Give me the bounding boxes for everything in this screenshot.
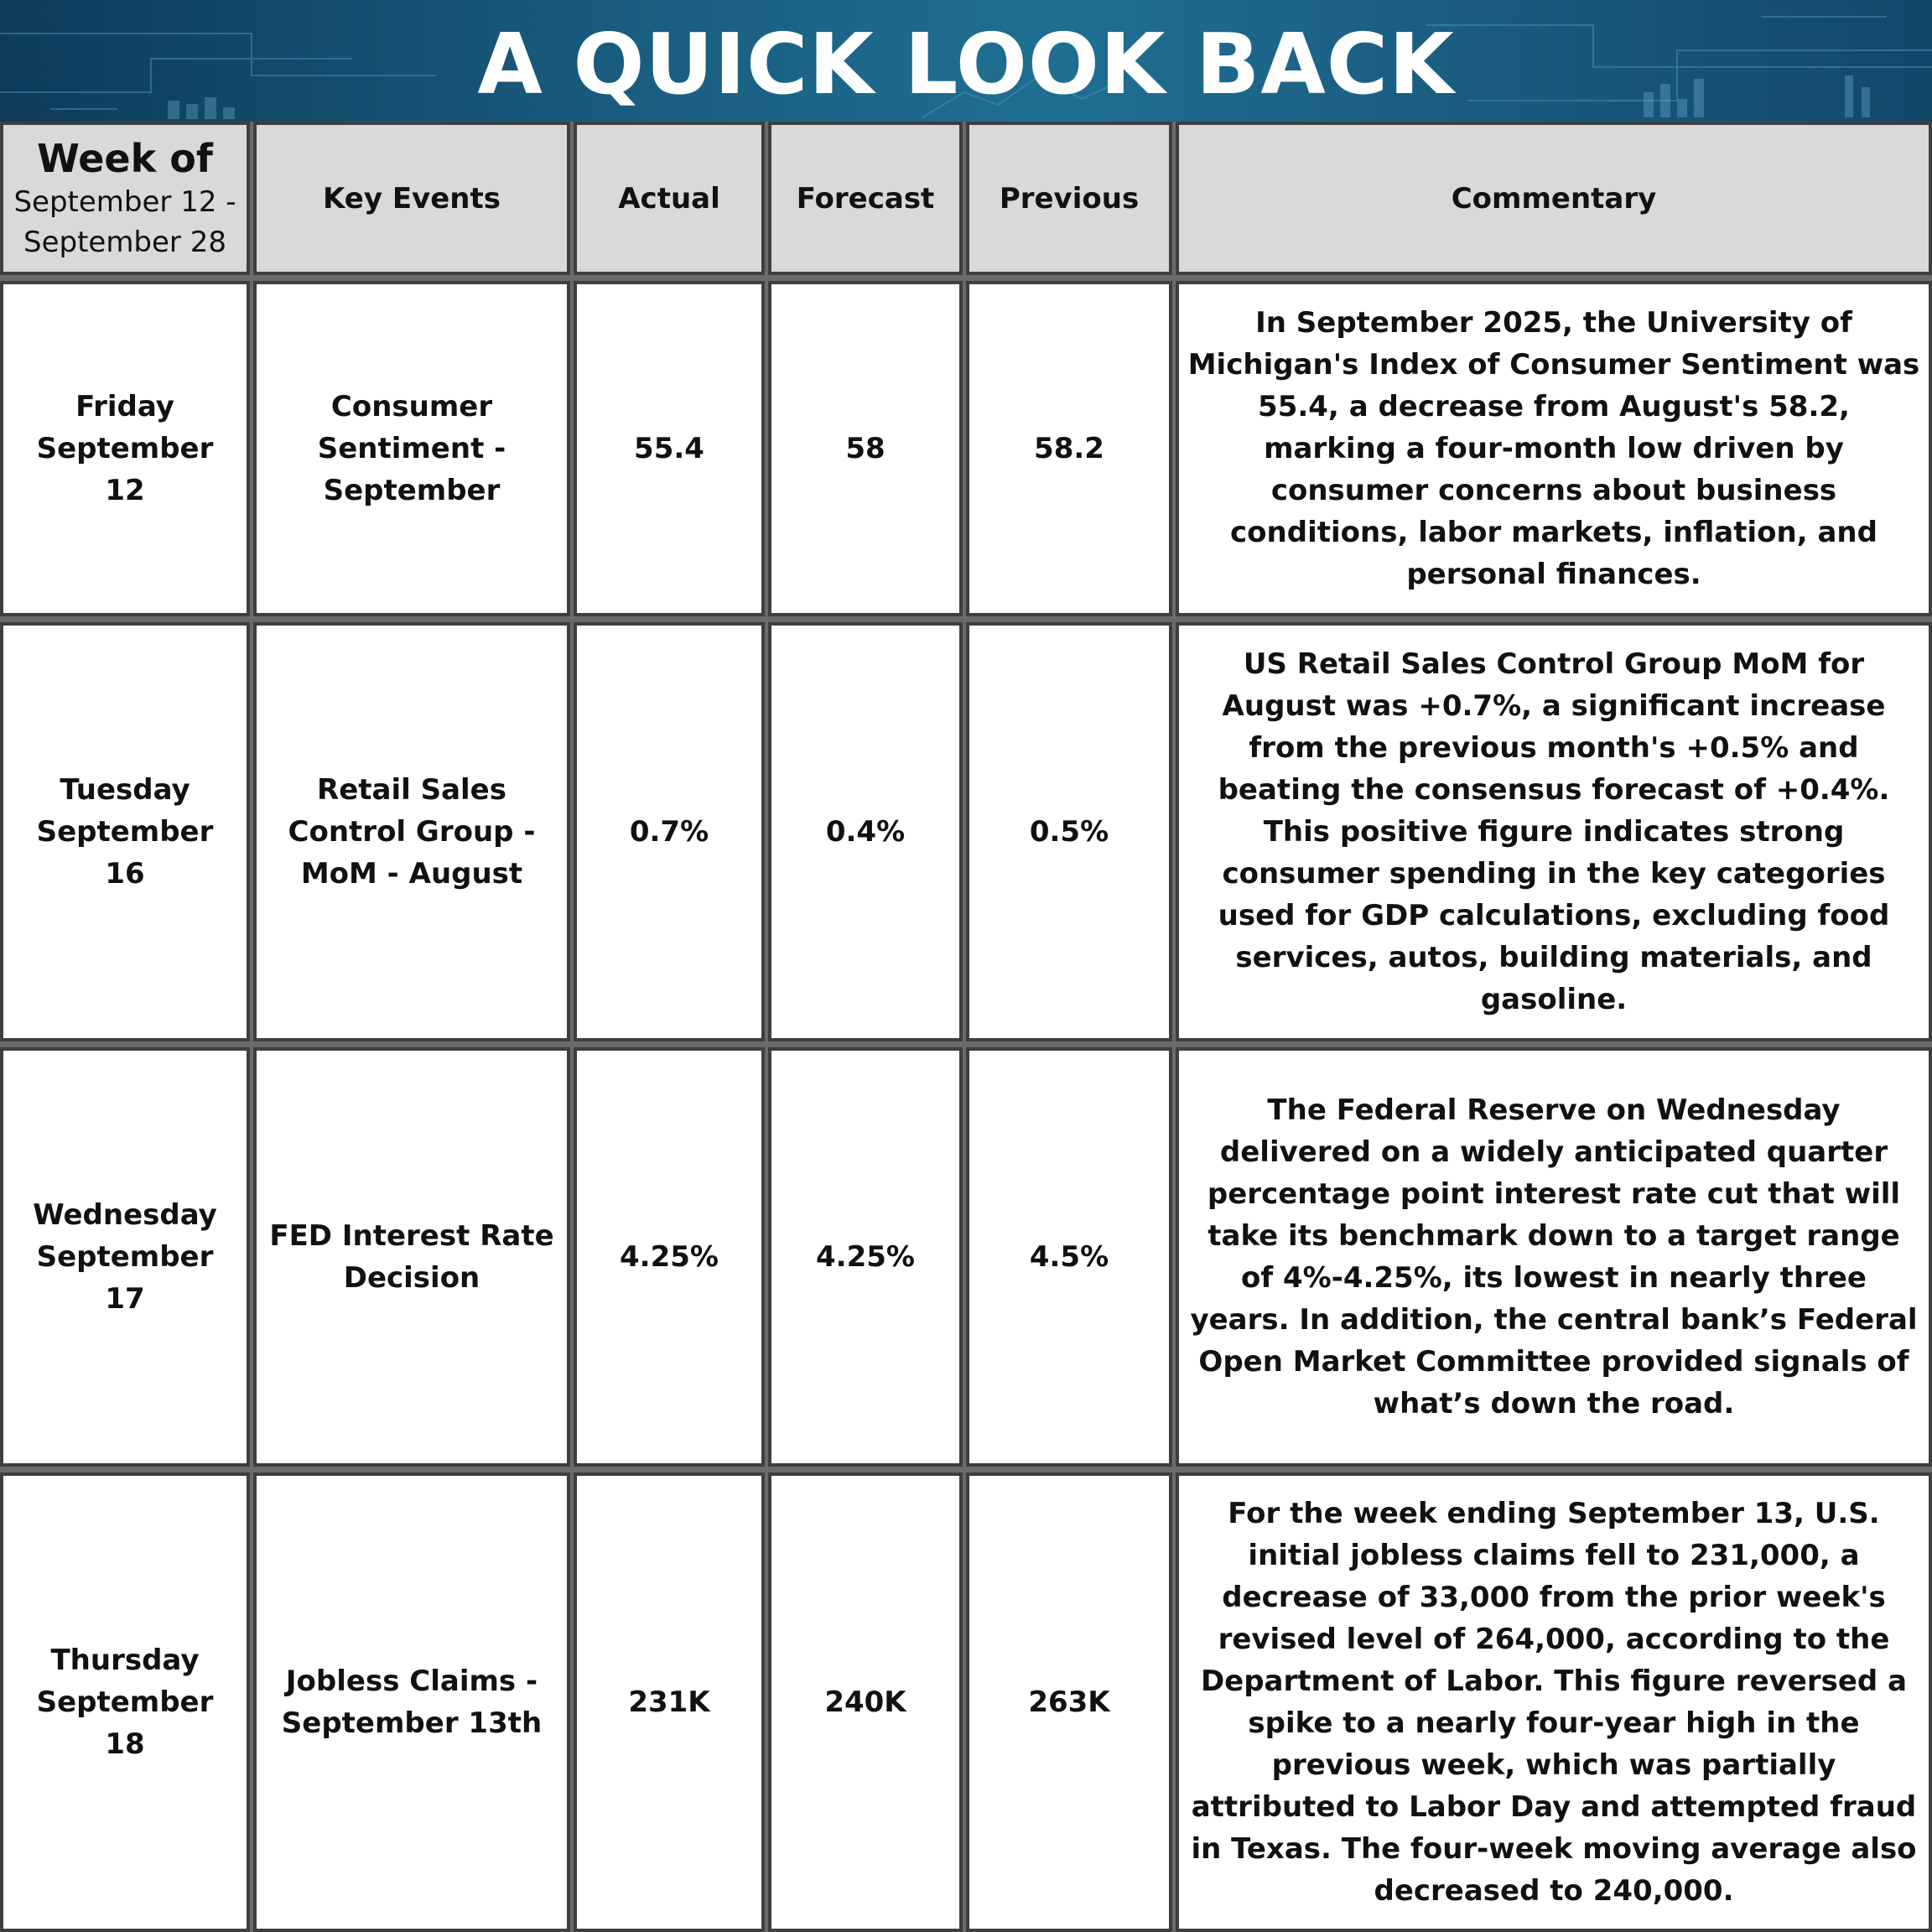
weekly-events-table xyxy=(0,122,1932,1932)
header-key-events: Key Events xyxy=(253,122,570,275)
row-1-date xyxy=(0,281,250,616)
title-banner xyxy=(0,0,1932,126)
row-4-event: Jobless Claims - September 13th xyxy=(253,1472,570,1932)
row-3-commentary: The Federal Reserve on Wednesday delivered on a widely anticipated quarter percentage point interest rate cut that will take its benchmark down to a target range of 4%-4.25%, its lowest in nearly three years. In addition, the central bank’s Federal Open Market Committee provided signals of what’s down the road. xyxy=(1176,1047,1932,1467)
row-1-actual: 55.4 xyxy=(574,281,765,616)
row-4-date-text: September 18 xyxy=(36,1685,214,1761)
row-3-event: FED Interest Rate Decision xyxy=(253,1047,570,1467)
row-1-previous: 58.2 xyxy=(966,281,1172,616)
row-2-forecast: 0.4% xyxy=(768,622,963,1041)
week-range-end: September 28 xyxy=(23,225,226,259)
row-3-day: Wednesday xyxy=(33,1198,217,1232)
row-2-previous: 0.5% xyxy=(966,622,1172,1041)
row-1-event: Consumer Sentiment - September xyxy=(253,281,570,616)
row-2-commentary: US Retail Sales Control Group MoM for August was +0.7%, a significant increase from the previous month's +0.5% and beating the consensus forecast of +0.4%. This positive figure indicates strong consumer spending in the key categories used for GDP calculations, excluding food services, autos, building materials, and gasoline. xyxy=(1176,622,1932,1041)
row-2-date-text: September 16 xyxy=(36,815,214,891)
row-1-date-text: September 12 xyxy=(36,432,214,507)
row-4-date xyxy=(0,1472,250,1932)
week-range-start: September 12 - xyxy=(13,184,236,219)
row-2-actual: 0.7% xyxy=(574,622,765,1041)
header-forecast: Forecast xyxy=(768,122,963,275)
page-title: A QUICK LOOK BACK xyxy=(477,15,1455,113)
header-actual: Actual xyxy=(574,122,765,275)
row-3-forecast: 4.25% xyxy=(768,1047,963,1467)
week-of-label: Week of xyxy=(37,135,213,181)
row-4-previous: 263K xyxy=(966,1472,1172,1932)
header-previous: Previous xyxy=(966,122,1172,275)
header-commentary: Commentary xyxy=(1176,122,1932,275)
row-1-forecast: 58 xyxy=(768,281,963,616)
row-4-forecast: 240K xyxy=(768,1472,963,1932)
row-3-previous: 4.5% xyxy=(966,1047,1172,1467)
row-4-actual: 231K xyxy=(574,1472,765,1932)
row-2-date xyxy=(0,622,250,1041)
row-2-day: Tuesday xyxy=(60,773,190,807)
row-3-date-text: September 17 xyxy=(36,1240,214,1316)
row-3-date xyxy=(0,1047,250,1467)
row-3-actual: 4.25% xyxy=(574,1047,765,1467)
row-4-commentary: For the week ending September 13, U.S. initial jobless claims fell to 231,000, a decrease of 33,000 from the prior week's revised level of 264,000, according to the Department of Labor. This figure reversed a spike to a nearly four-year high in the previous week, which was partially attributed to Labor Day and attempted fraud in Texas. The four-week moving average also decreased to 240,000. xyxy=(1176,1472,1932,1932)
row-1-day: Friday xyxy=(75,390,174,423)
row-2-event: Retail Sales Control Group - MoM - August xyxy=(253,622,570,1041)
header-week-of xyxy=(0,122,250,275)
row-4-day: Thursday xyxy=(50,1644,200,1677)
row-1-commentary: In September 2025, the University of Michigan's Index of Consumer Sentiment was 55.4, a decrease from August's 58.2, marking a four-month low driven by consumer concerns about business conditions, labor markets, inflation, and personal finances. xyxy=(1176,281,1932,616)
